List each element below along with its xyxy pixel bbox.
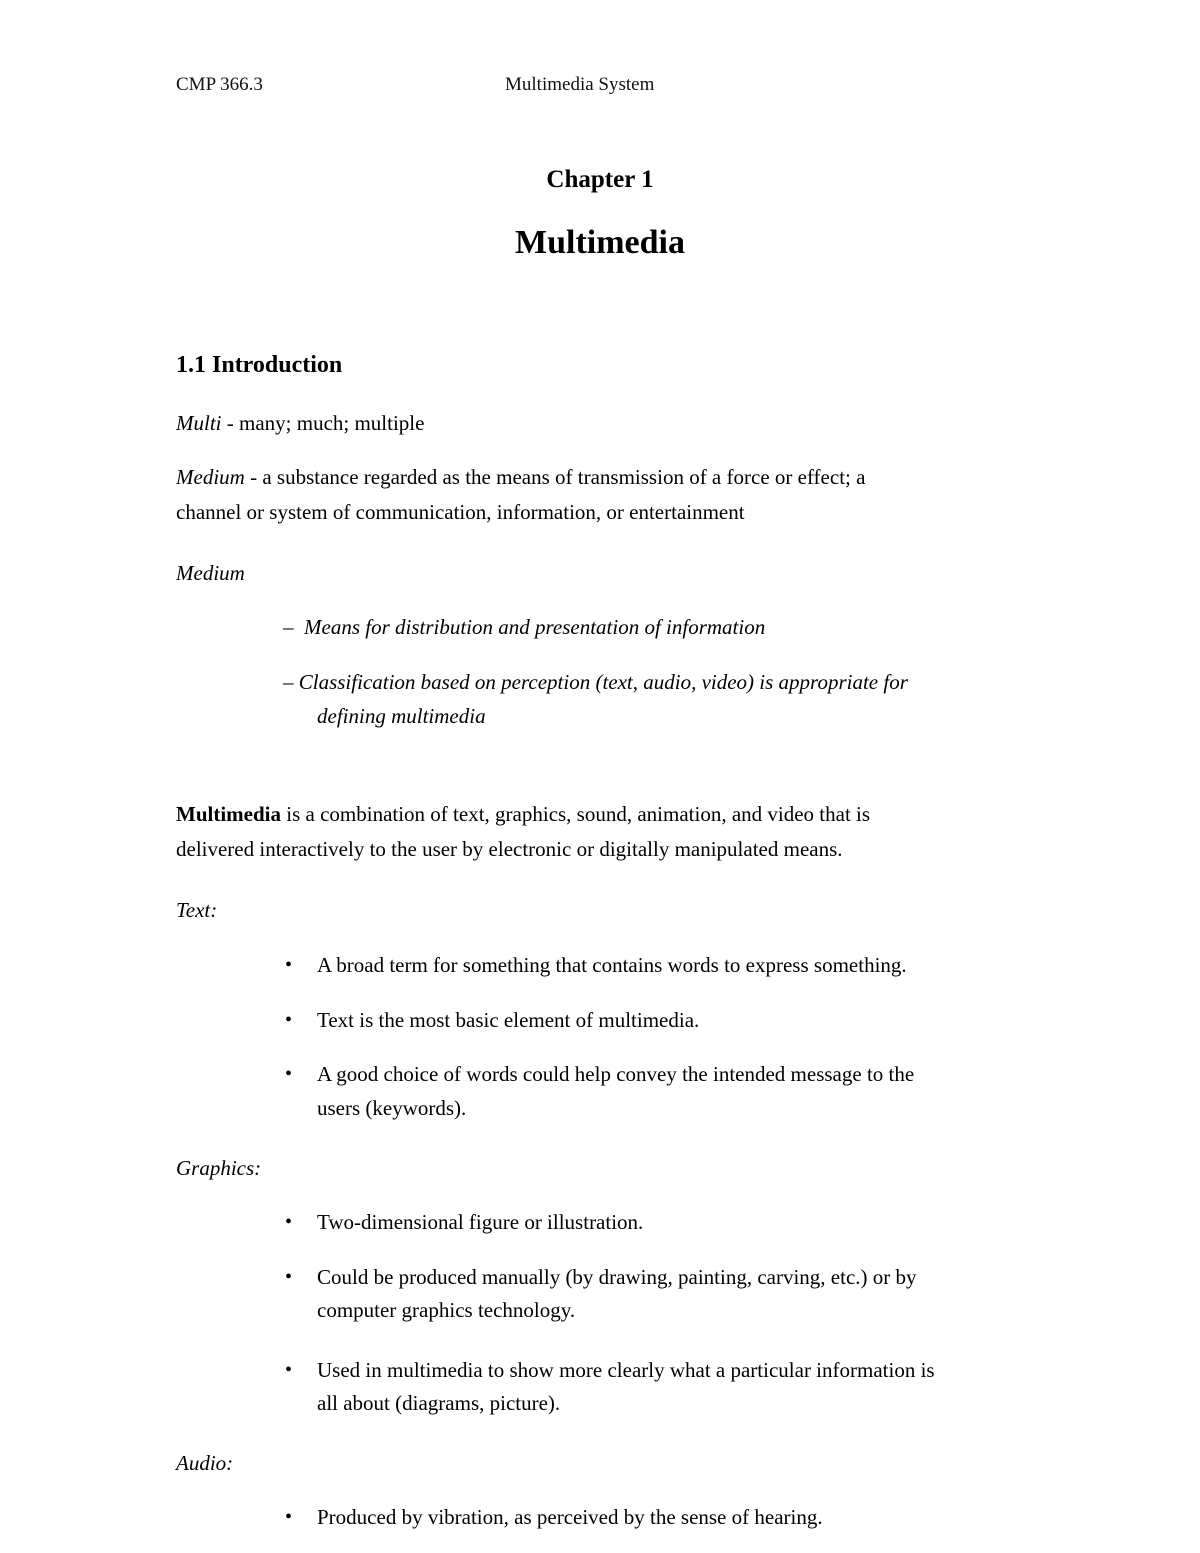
bullet-icon: • (285, 1266, 293, 1288)
bullet-icon: • (285, 1063, 293, 1085)
medium-item-text: Means for distribution and presentation of information (304, 615, 766, 639)
medium-definition-line1 (176, 460, 865, 494)
text-bullet-3: A good choice of words could help convey the intended message to the (317, 1062, 915, 1086)
graphics-section-label: Graphics: (176, 1156, 262, 1180)
header-course-code: CMP 366.3 (176, 74, 263, 95)
multimedia-definition-line2: delivered interactively to the user by electronic or digitally manipulated means. (176, 837, 843, 861)
bullet-icon: • (285, 954, 293, 976)
bullet-icon: • (285, 1359, 293, 1381)
dash-symbol: – (283, 670, 294, 694)
multimedia-definition-line1 (176, 797, 870, 831)
medium-item-text: Classification based on perception (text, audio, video) is appropriate for (298, 670, 908, 694)
multimedia-def-text: is a combination of text, graphics, sound, animation, and video that is (281, 802, 871, 826)
medium-item-2 (283, 665, 908, 699)
medium-term: Medium (176, 465, 245, 489)
text-section-label: Text: (176, 898, 218, 922)
graphics-bullet-2: Could be produced manually (by drawing, painting, carving, etc.) or by (317, 1265, 917, 1289)
bullet-icon: • (285, 1506, 293, 1528)
section-heading: 1.1 Introduction (176, 352, 343, 378)
header-subject: Multimedia System (505, 74, 655, 95)
audio-section-label: Audio: (176, 1451, 234, 1475)
bullet-icon: • (285, 1009, 293, 1031)
medium-item-2-cont: defining multimedia (317, 704, 486, 728)
medium-def-text: - a substance regarded as the means of transmission of a force or effect; a (244, 465, 866, 489)
multi-term: Multi (176, 411, 222, 435)
medium-label: Medium (176, 561, 245, 585)
chapter-heading: Chapter 1 (546, 166, 654, 193)
medium-definition-line2: channel or system of communication, information, or entertainment (176, 500, 745, 524)
text-bullet-2: Text is the most basic element of multimedia. (317, 1008, 700, 1032)
medium-item-1 (283, 610, 765, 644)
audio-bullet-1: Produced by vibration, as perceived by the sense of hearing. (317, 1505, 823, 1529)
bullet-icon: • (285, 1211, 293, 1233)
text-bullet-1: A broad term for something that contains words to express something. (317, 953, 907, 977)
multi-def-text: - many; much; multiple (221, 411, 425, 435)
graphics-bullet-1: Two-dimensional figure or illustration. (317, 1210, 644, 1234)
text-bullet-3-cont: users (keywords). (317, 1096, 467, 1120)
multimedia-term: Multimedia (176, 802, 281, 826)
dash-symbol: – (283, 615, 294, 639)
graphics-bullet-3-cont: all about (diagrams, picture). (317, 1391, 561, 1415)
multi-definition (176, 406, 424, 440)
graphics-bullet-3: Used in multimedia to show more clearly what a particular information is (317, 1358, 935, 1382)
page-title: Multimedia (515, 224, 685, 261)
graphics-bullet-2-cont: computer graphics technology. (317, 1298, 576, 1322)
